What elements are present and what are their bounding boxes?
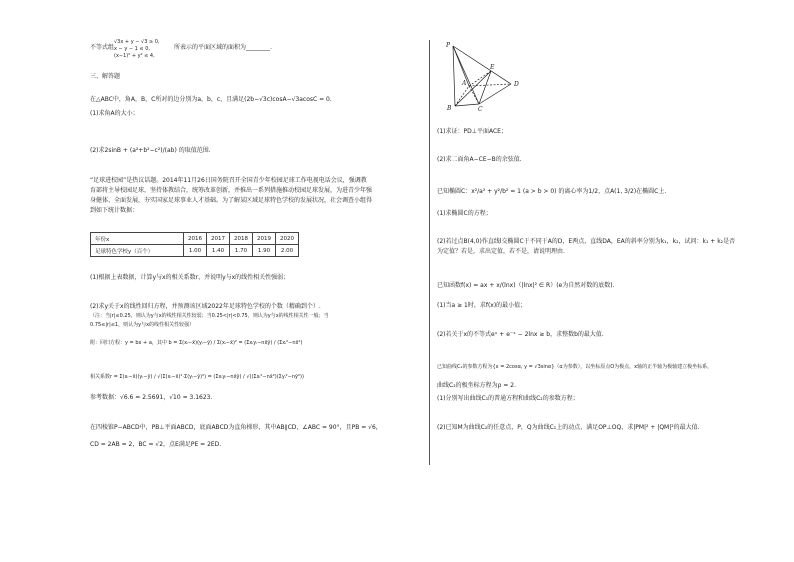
table-cell: 2018	[230, 233, 253, 245]
table-cell: 2.00	[276, 245, 299, 257]
q17-stem: 在△ABC中，角A，B，C所对的边分别为a，b，c，且满足(2b−√3c)cosA−√3acosC = 0.	[90, 96, 332, 103]
table-cell: 1.40	[207, 245, 230, 257]
edge-CD	[479, 84, 511, 104]
q18-part2: (2)求y关于x的线性回归方程，并预测该区域2022年足球特色学校的个数（精确到个）.	[90, 303, 321, 310]
edge-BE	[455, 71, 491, 106]
edge-CE	[479, 71, 491, 104]
q18-intro-line: 育部将主导校园足球，坚持体教结合，统筹改革创新，并推出一系列措施推动校园足球发展，为进青少年强	[90, 187, 373, 194]
stats-table	[90, 232, 299, 257]
brace-line-3: (x−1)² + y² ≤ 4,	[114, 53, 155, 59]
q18-formula-regression: 附：回归方程：y = bx + a，其中 b = Σ(xᵢ−x̄)(yᵢ−ȳ) / Σ(xᵢ−x̄)² = (Σxᵢyᵢ−nx̄ȳ) / (Σxᵢ²−nx̄²)	[90, 340, 303, 346]
q22-stem-line1: 已知曲线C₁的参数方程为{x = 2cosα, y = √3sinα}（α为参数），以坐标原点O为极点，x轴的正半轴为极轴建立极坐标系，	[437, 364, 713, 370]
table-cell: 足球特色学校y（百个）	[91, 245, 184, 257]
q18-intro-line: 身健体、全面发展，夯实国家足球事业人才基础。为了解某区域足球特色学校的发展状况，社会调查小组得	[90, 197, 373, 204]
q18-reference-data: 参考数据：√6.6 = 2.5691，√10 = 3.1623.	[90, 394, 213, 401]
table-cell: 1.70	[230, 245, 253, 257]
table-cell: 1.00	[184, 245, 207, 257]
brace-line-2: x − y − 1 ≤ 0,	[114, 46, 150, 52]
pyramid-figure	[443, 40, 523, 112]
table-cell: 2019	[253, 233, 276, 245]
q18-part1: (1)根据上表数据，计算y与x的相关系数r，并说明y与x的线性相关性强弱；	[90, 274, 290, 281]
q18-note-line1: （注：当|r|≤0.25，则认为y与x的线性相关性较弱；当0.25<|r|<0.75，则认为y与x的线性相关性一般；当	[90, 313, 329, 319]
q20-part2-line1: (2)若过点B(4,0)作直线l交椭圆C于不同于A的D，E两点，直线DA，EA的斜率分别为k₁，k₂，试问：k₁ + k₂是否	[437, 238, 736, 245]
q21-stem: 已知函数f(x) = ax + x/(lnx)（|lnx|² ∈ R）(e为自然对数的底数).	[437, 282, 615, 289]
q20-stem: 已知椭圆C：x²/a² + y²/b² = 1 (a > b > 0) 的离心率为1/2，点A(1, 3/2)在椭圆C上.	[437, 188, 667, 195]
table-cell: 年份x	[91, 233, 184, 245]
label-A: A	[462, 80, 467, 87]
brace-line-1: √3x + y − √3 ≥ 0,	[114, 39, 160, 45]
edge-PB	[453, 46, 455, 106]
label-E: E	[490, 64, 495, 71]
table-row	[91, 233, 299, 245]
label-D: D	[514, 81, 519, 88]
q19-line2: CD = 2AB = 2，BC = √2，点E满足PE = 2ED.	[90, 441, 222, 448]
table-cell: 2017	[207, 233, 230, 245]
section-heading: 三、解答题	[90, 73, 121, 80]
q-ineq-prefix: 不等式组	[90, 44, 115, 51]
edge-AD	[469, 84, 511, 86]
column-divider	[429, 40, 430, 465]
q22-part2: (2)已知M为曲线C₂的任意点，P，Q为曲线C₁上的动点，满足OP⊥OQ，求|PM|² + |QM|²的最大值.	[437, 424, 700, 431]
q22-stem-line2: 曲线C₂的极坐标方程为ρ = 2.	[437, 382, 516, 389]
q21-part1: (1)当a ≥ 1时，求f(x)的最小值；	[437, 302, 527, 309]
q19-line1: 在四棱锥P−ABCD中，PB⊥平面ABCD，底面ABCD为直角梯形，其中AB∥CD，∠ABC = 90°，且PB = √6，	[90, 424, 382, 431]
label-P: P	[446, 42, 451, 49]
q18-intro-line: 到如下统计数据：	[90, 207, 139, 214]
label-C: C	[478, 106, 483, 112]
q17-part1: (1)求角A的大小；	[90, 110, 139, 117]
q19-part2: (2)求二面角A−CE−B的余弦值.	[437, 156, 522, 163]
q20-part1: (1)求椭圆C的方程；	[437, 210, 492, 217]
q22-part1: (1)分别写出曲线C₁的普通方程和曲线C₂的参数方程；	[437, 395, 579, 402]
edge-AB	[455, 86, 469, 106]
table-cell: 2020	[276, 233, 299, 245]
q18-formula-correlation: 相关系数r = Σ(xᵢ−x̄)(yᵢ−ȳ) / √(Σ(xᵢ−x̄)²·Σ(yᵢ−ȳ)²) = (Σxᵢyᵢ−nx̄ȳ) / √((Σxᵢ²−nx̄²)(Σyᵢ²−nȳ²))	[90, 374, 304, 380]
q21-part2: (2)若关于x的不等式eˣ + e⁻ˣ − 2lnx ≥ b，求整数b的最大值.	[437, 331, 604, 338]
q19-part1: (1)求证：PD⊥平面ACE；	[437, 128, 507, 135]
q20-part2-line2: 为定值？若是，求出定值，若不是，请说明理由.	[437, 248, 565, 255]
q-ineq-suffix: 所表示的平面区域的面积为________.	[174, 44, 272, 51]
label-B: B	[447, 105, 452, 112]
table-cell: 2016	[184, 233, 207, 245]
q17-part2: (2)求2sinB + (a²+b²−c²)/(ab) 的取值范围.	[90, 147, 211, 154]
edge-AE	[469, 71, 491, 86]
q18-intro-line: “足球进校园”是热议话题。2014年11月26日国务院召开全国青少年校园足球工作电视电话会议，强调教	[90, 177, 367, 184]
q18-note-line2: 0.75≤|r|≤1，则认为y与x的线性相关性较强）	[90, 322, 195, 328]
edge-BC	[455, 104, 479, 106]
edge-AC	[469, 86, 479, 104]
table-row	[91, 245, 299, 257]
table-cell: 1.90	[253, 245, 276, 257]
